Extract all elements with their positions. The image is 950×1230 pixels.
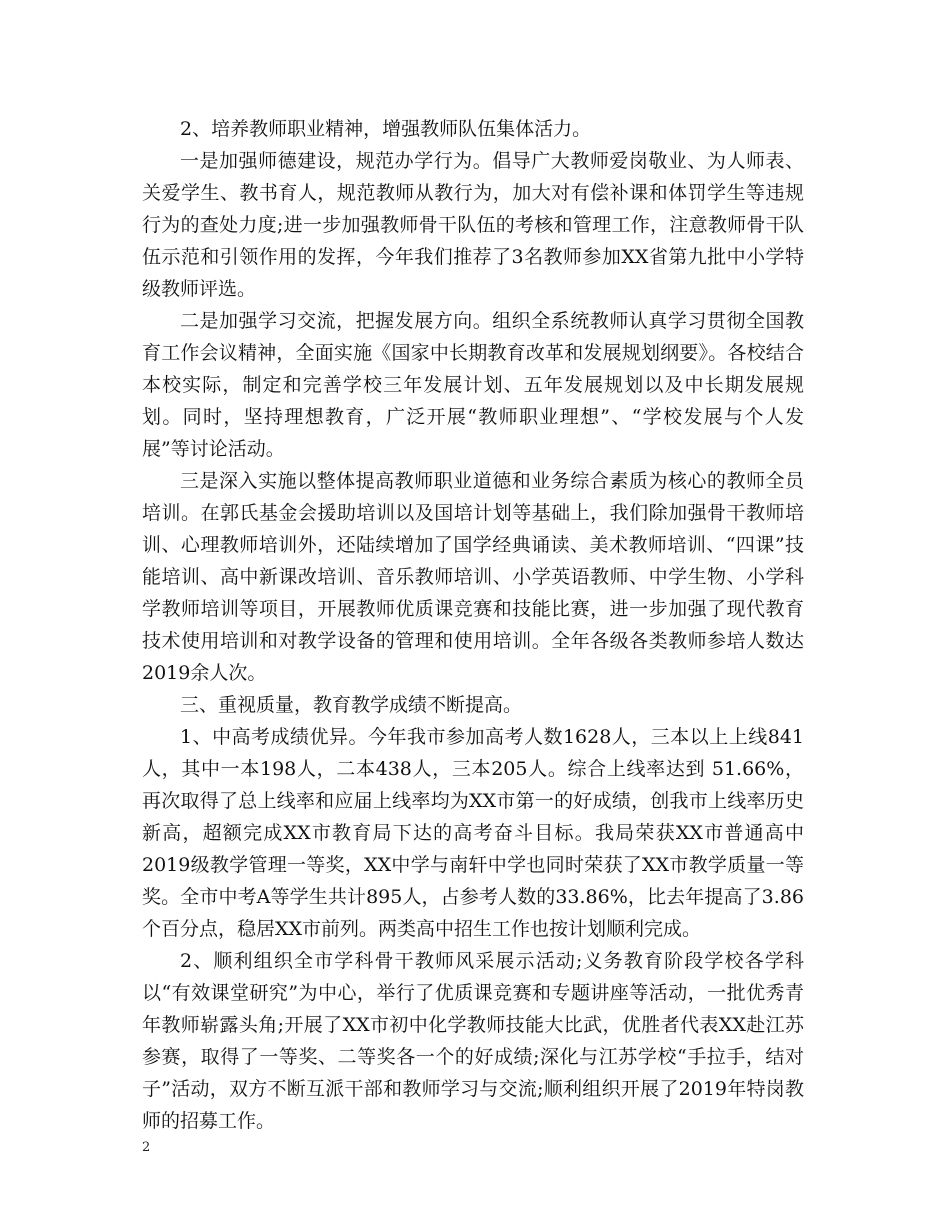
document-body — [142, 113, 804, 1137]
paragraph-teaching-activities: 2、顺利组织全市学科骨干教师风采展示活动;义务教育阶段学校各学科以“有效课堂研究”为中心，举行了优质课竞赛和专题讲座等活动，一批优秀青年教师崭露头角;开展了XX市初中化学教师技能大比武，优胜者代表XX赴江苏参赛，取得了一等奖、二等奖各一个的好成绩;深化与江苏学校“手拉手，结对子”活动，双方不断互派干部和教师学习与交流;顺利组织开展了2019年特岗教师的招募工作。 — [142, 950, 804, 1132]
page-number: 2 — [142, 1140, 151, 1155]
paragraph-teacher-training: 三是深入实施以整体提高教师职业道德和业务综合素质为核心的教师全员培训。在郭氏基金会援助培训以及国培计划等基础上，我们除加强骨干教师培训、心理教师培训外，还陆续增加了国学经典诵读、美术教师培训、“四课”技能培训、高中新课改培训、音乐教师培训、小学英语教师、中学生物、小学科学教师培训等项目，开展教师优质课竞赛和技能比赛，进一步加强了现代教育技术使用培训和对教学设备的管理和使用培训。全年各级各类教师参培人数达2019余人次。 — [142, 470, 804, 684]
paragraph-exam-results: 1、中高考成绩优异。今年我市参加高考人数1628人，三本以上上线841人，其中一本198人，二本438人，三本205人。综合上线率达到 51.66%，再次取得了总上线率和应届上线率均为XX市第一的好成绩，创我市上线率历史新高，超额完成XX市教育局下达的高考奋斗目标。我局荣获XX市普通高中2019级教学管理一等奖，XX中学与南轩中学也同时荣获了XX市教学质量一等奖。全市中考A等学生共计895人，占参考人数的33.86%，比去年提高了3.86个百分点，稳居XX市前列。两类高中招生工作也按计划顺利完成。 — [142, 726, 804, 940]
paragraph-learning-exchange: 二是加强学习交流，把握发展方向。组织全系统教师认真学习贯彻全国教育工作会议精神，全面实施《国家中长期教育改革和发展规划纲要》。各校结合本校实际，制定和完善学校三年发展计划、五年发展规划以及中长期发展规划。同时，坚持理想教育，广泛开展“教师职业理想”、“学校发展与个人发展”等讨论活动。 — [142, 310, 804, 460]
paragraph-ethics-building: 一是加强师德建设，规范办学行为。倡导广大教师爱岗敬业、为人师表、关爱学生、教书育人，规范教师从教行为，加大对有偿补课和体罚学生等违规行为的查处力度;进一步加强教师骨干队伍的考核和管理工作，注意教师骨干队伍示范和引领作用的发挥，今年我们推荐了3名教师参加XX省第九批中小学特级教师评选。 — [142, 150, 804, 300]
paragraph-quality-heading: 三、重视质量，教育教学成绩不断提高。 — [180, 694, 523, 716]
paragraph-teacher-spirit-heading: 2、培养教师职业精神，增强教师队伍集体活力。 — [180, 118, 592, 140]
